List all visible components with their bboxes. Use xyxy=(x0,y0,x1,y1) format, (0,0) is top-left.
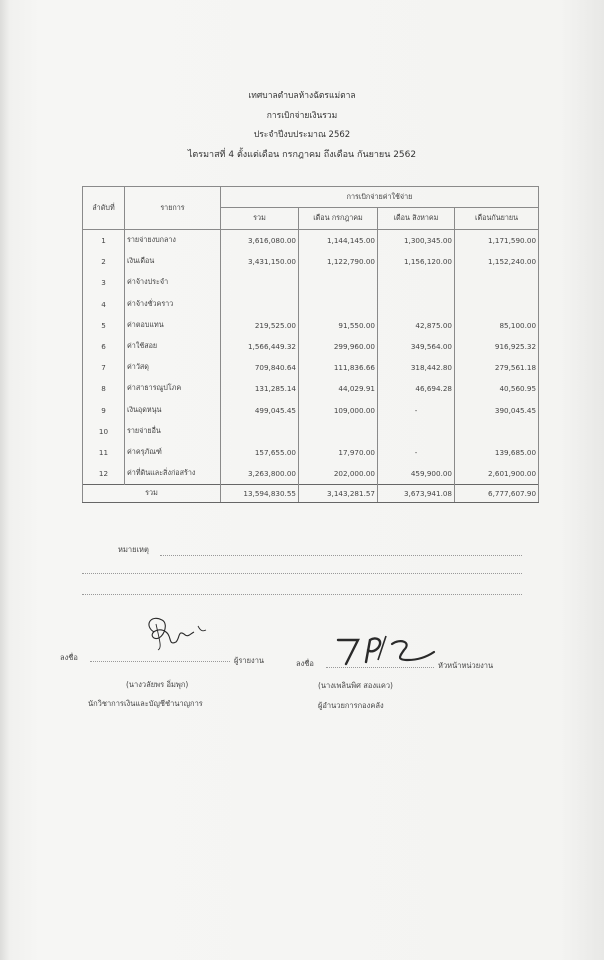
row-total: 3,616,080.00 xyxy=(221,230,299,252)
row-july: 299,960.00 xyxy=(299,336,378,357)
col-header-total: รวม xyxy=(221,208,299,230)
left-sign-prefix: ลงชื่อ xyxy=(60,653,78,662)
row-august: 1,156,120.00 xyxy=(378,251,455,272)
row-no: 7 xyxy=(83,357,125,378)
row-item: ค่าตอบแทน xyxy=(125,315,221,336)
row-july xyxy=(299,272,378,293)
row-july: 1,144,145.00 xyxy=(299,230,378,252)
row-july: 17,970.00 xyxy=(299,442,378,463)
row-september: 390,045.45 xyxy=(455,400,539,421)
table-row xyxy=(83,251,539,272)
remarks-line xyxy=(160,555,522,556)
right-sign-prefix: ลงชื่อ xyxy=(296,659,314,668)
row-august: 349,564.00 xyxy=(378,336,455,357)
right-sign-line xyxy=(326,667,434,668)
row-item: รายจ่ายงบกลาง xyxy=(125,230,221,252)
row-no: 3 xyxy=(83,272,125,293)
total-august: 3,673,941.08 xyxy=(378,485,455,503)
row-july xyxy=(299,294,378,315)
row-item: ค่าสาธารณูปโภค xyxy=(125,378,221,399)
row-july: 109,000.00 xyxy=(299,400,378,421)
table-row xyxy=(83,378,539,399)
row-september: 916,925.32 xyxy=(455,336,539,357)
table-row xyxy=(83,336,539,357)
row-total: 499,045.45 xyxy=(221,400,299,421)
row-item: ค่าจ้างชั่วคราว xyxy=(125,294,221,315)
col-header-group: การเบิกจ่ายค่าใช้จ่าย xyxy=(221,187,539,208)
row-item: เงินอุดหนุน xyxy=(125,400,221,421)
row-total: 709,840.64 xyxy=(221,357,299,378)
remarks-label: หมายเหตุ xyxy=(118,545,149,554)
row-no: 5 xyxy=(83,315,125,336)
row-item: ค่าใช้สอย xyxy=(125,336,221,357)
report-title: การเบิกจ่ายเงินรวม xyxy=(266,111,338,121)
table-row xyxy=(83,357,539,378)
row-september: 139,685.00 xyxy=(455,442,539,463)
col-header-item: รายการ xyxy=(125,187,221,230)
row-september: 40,560.95 xyxy=(455,378,539,399)
row-july: 91,550.00 xyxy=(299,315,378,336)
quarter-period: ไตรมาสที่ 4 ตั้งแต่เดือน กรกฎาคม ถึงเดือน กันยายน 2562 xyxy=(187,150,417,160)
row-july: 111,836.66 xyxy=(299,357,378,378)
row-no: 8 xyxy=(83,378,125,399)
row-no: 4 xyxy=(83,294,125,315)
row-july xyxy=(299,421,378,442)
row-august: 318,442.80 xyxy=(378,357,455,378)
row-total: 3,263,800.00 xyxy=(221,463,299,485)
row-item: ค่าวัสดุ xyxy=(125,357,221,378)
row-august xyxy=(378,421,455,442)
total-september: 6,777,607.90 xyxy=(455,485,539,503)
row-total: 219,525.00 xyxy=(221,315,299,336)
left-sign-line xyxy=(90,661,230,662)
row-september xyxy=(455,272,539,293)
right-signature-image xyxy=(330,630,440,672)
row-august: - xyxy=(378,400,455,421)
row-item: ค่าจ้างประจำ xyxy=(125,272,221,293)
row-september xyxy=(455,294,539,315)
row-item: เงินเดือน xyxy=(125,251,221,272)
row-september: 2,601,900.00 xyxy=(455,463,539,485)
row-total: 131,285.14 xyxy=(221,378,299,399)
row-item: ค่าที่ดินและสิ่งก่อสร้าง xyxy=(125,463,221,485)
left-signature-image xyxy=(140,612,220,654)
row-total xyxy=(221,294,299,315)
table-row xyxy=(83,442,539,463)
row-july: 1,122,790.00 xyxy=(299,251,378,272)
table-row xyxy=(83,421,539,442)
row-july: 202,000.00 xyxy=(299,463,378,485)
row-item: ค่าครุภัณฑ์ xyxy=(125,442,221,463)
row-august: - xyxy=(378,442,455,463)
table-row xyxy=(83,294,539,315)
row-september: 85,100.00 xyxy=(455,315,539,336)
row-august: 46,694.28 xyxy=(378,378,455,399)
row-august: 42,875.00 xyxy=(378,315,455,336)
table-row xyxy=(83,400,539,421)
remarks-line xyxy=(82,573,522,574)
row-july: 44,029.91 xyxy=(299,378,378,399)
row-august: 1,300,345.00 xyxy=(378,230,455,252)
col-header-september: เดือนกันยายน xyxy=(455,208,539,230)
row-no: 2 xyxy=(83,251,125,272)
row-total xyxy=(221,421,299,442)
left-role: ผู้รายงาน xyxy=(234,656,265,665)
row-no: 11 xyxy=(83,442,125,463)
col-header-no: ลำดับที่ xyxy=(83,187,125,230)
table-row xyxy=(83,230,539,252)
col-header-july: เดือน กรกฎาคม xyxy=(299,208,378,230)
right-name: (นางเพลินพิศ สองแคว) xyxy=(318,681,393,690)
total-sum: 13,594,830.55 xyxy=(221,485,299,503)
col-header-august: เดือน สิงหาคม xyxy=(378,208,455,230)
table-row xyxy=(83,315,539,336)
table-row xyxy=(83,272,539,293)
row-total: 1,566,449.32 xyxy=(221,336,299,357)
row-item: รายจ่ายอื่น xyxy=(125,421,221,442)
row-august xyxy=(378,272,455,293)
total-row xyxy=(83,485,539,503)
row-september: 1,152,240.00 xyxy=(455,251,539,272)
expenditure-table xyxy=(82,186,539,503)
row-total: 157,655.00 xyxy=(221,442,299,463)
left-position: นักวิชาการเงินและบัญชีชำนาญการ xyxy=(88,699,203,708)
row-no: 6 xyxy=(83,336,125,357)
remarks-line xyxy=(82,594,522,595)
row-september: 1,171,590.00 xyxy=(455,230,539,252)
row-no: 12 xyxy=(83,463,125,485)
table-row xyxy=(83,463,539,485)
row-no: 1 xyxy=(83,230,125,252)
row-august: 459,900.00 xyxy=(378,463,455,485)
row-september: 279,561.18 xyxy=(455,357,539,378)
row-august xyxy=(378,294,455,315)
right-position: ผู้อำนวยการกองคลัง xyxy=(318,701,384,710)
row-total xyxy=(221,272,299,293)
right-role: หัวหน้าหน่วยงาน xyxy=(438,661,494,670)
row-no: 9 xyxy=(83,400,125,421)
total-july: 3,143,281.57 xyxy=(299,485,378,503)
row-september xyxy=(455,421,539,442)
total-label: รวม xyxy=(83,485,221,503)
row-no: 10 xyxy=(83,421,125,442)
left-name: (นางวลัยพร อิ่มพุก) xyxy=(126,680,189,689)
row-total: 3,431,150.00 xyxy=(221,251,299,272)
fiscal-year: ประจำปีงบประมาณ 2562 xyxy=(253,130,351,140)
org-title: เทศบาลตำบลห้างฉัตรแม่ตาล xyxy=(248,91,356,101)
